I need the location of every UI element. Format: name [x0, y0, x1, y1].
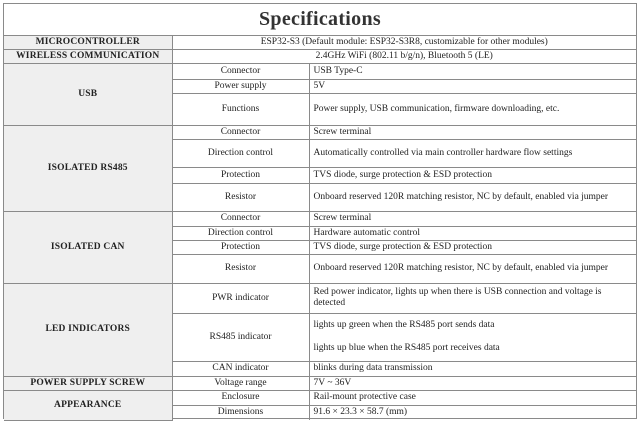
- rs485-direction-label: Direction control: [172, 139, 309, 167]
- can-connector-value: Screw terminal: [309, 211, 636, 226]
- usb-functions-value: Power supply, USB communication, firmware downloading, etc.: [309, 93, 636, 125]
- table-row: [4, 125, 636, 139]
- line-gap: [314, 331, 633, 343]
- category-led: LED INDICATORS: [4, 283, 172, 376]
- can-connector-label: Connector: [172, 211, 309, 226]
- usb-connector-label: Connector: [172, 63, 309, 79]
- can-protection-value: TVS diode, surge protection & ESD protection: [309, 240, 636, 254]
- usb-functions-label: Functions: [172, 93, 309, 125]
- rs485-direction-value: Automatically controlled via main controller hardware flow settings: [309, 139, 636, 167]
- led-rs485-receive-text: lights up blue when the RS485 port receives data: [313, 343, 500, 353]
- category-appearance: APPEARANCE: [4, 390, 172, 420]
- category-power-screw: POWER SUPPLY SCREW: [4, 376, 172, 390]
- category-can: ISOLATED CAN: [4, 211, 172, 283]
- usb-connector-value: USB Type-C: [309, 63, 636, 79]
- wireless-value: 2.4GHz WiFi (802.11 b/g/n), Bluetooth 5 (LE): [172, 49, 636, 63]
- power-screw-label: Voltage range: [172, 376, 309, 390]
- appearance-dimensions-value: 91.6 × 23.3 × 58.7 (mm): [309, 405, 636, 420]
- category-wireless: WIRELESS COMMUNICATION: [4, 49, 172, 63]
- led-rs485-value: [309, 313, 636, 361]
- rs485-protection-label: Protection: [172, 167, 309, 183]
- specifications-sheet: [3, 3, 637, 419]
- table-row: [4, 211, 636, 226]
- led-rs485-send-text: lights up green when the RS485 port sends data: [313, 320, 495, 330]
- usb-power-value: 5V: [309, 79, 636, 93]
- appearance-enclosure-label: Enclosure: [172, 390, 309, 405]
- category-microcontroller: MICROCONTROLLER: [4, 36, 172, 49]
- spec-table: [4, 36, 636, 421]
- led-pwr-value: Red power indicator, lights up when there is USB connection and voltage is detected: [309, 283, 636, 313]
- can-protection-label: Protection: [172, 240, 309, 254]
- microcontroller-value: ESP32-S3 (Default module: ESP32-S3R8, customizable for other modules): [172, 36, 636, 49]
- rs485-resistor-value: Onboard reserved 120R matching resistor, NC by default, enabled via jumper: [309, 183, 636, 211]
- table-row: [4, 36, 636, 49]
- table-row: [4, 49, 636, 63]
- table-row: [4, 376, 636, 390]
- rs485-connector-label: Connector: [172, 125, 309, 139]
- category-rs485: ISOLATED RS485: [4, 125, 172, 211]
- rs485-protection-value: TVS diode, surge protection & ESD protection: [309, 167, 636, 183]
- page-title: Specifications: [4, 4, 636, 36]
- can-resistor-value: Onboard reserved 120R matching resistor, NC by default, enabled via jumper: [309, 254, 636, 283]
- power-screw-value: 7V ~ 36V: [309, 376, 636, 390]
- led-can-label: CAN indicator: [172, 361, 309, 376]
- usb-power-label: Power supply: [172, 79, 309, 93]
- table-row: [4, 283, 636, 313]
- table-row: [4, 63, 636, 79]
- appearance-enclosure-value: Rail-mount protective case: [309, 390, 636, 405]
- rs485-connector-value: Screw terminal: [309, 125, 636, 139]
- table-row: [4, 390, 636, 405]
- led-rs485-label: RS485 indicator: [172, 313, 309, 361]
- category-usb: USB: [4, 63, 172, 125]
- led-pwr-label: PWR indicator: [172, 283, 309, 313]
- led-can-value: blinks during data transmission: [309, 361, 636, 376]
- appearance-dimensions-label: Dimensions: [172, 405, 309, 420]
- can-direction-label: Direction control: [172, 226, 309, 240]
- can-direction-value: Hardware automatic control: [309, 226, 636, 240]
- can-resistor-label: Resistor: [172, 254, 309, 283]
- rs485-resistor-label: Resistor: [172, 183, 309, 211]
